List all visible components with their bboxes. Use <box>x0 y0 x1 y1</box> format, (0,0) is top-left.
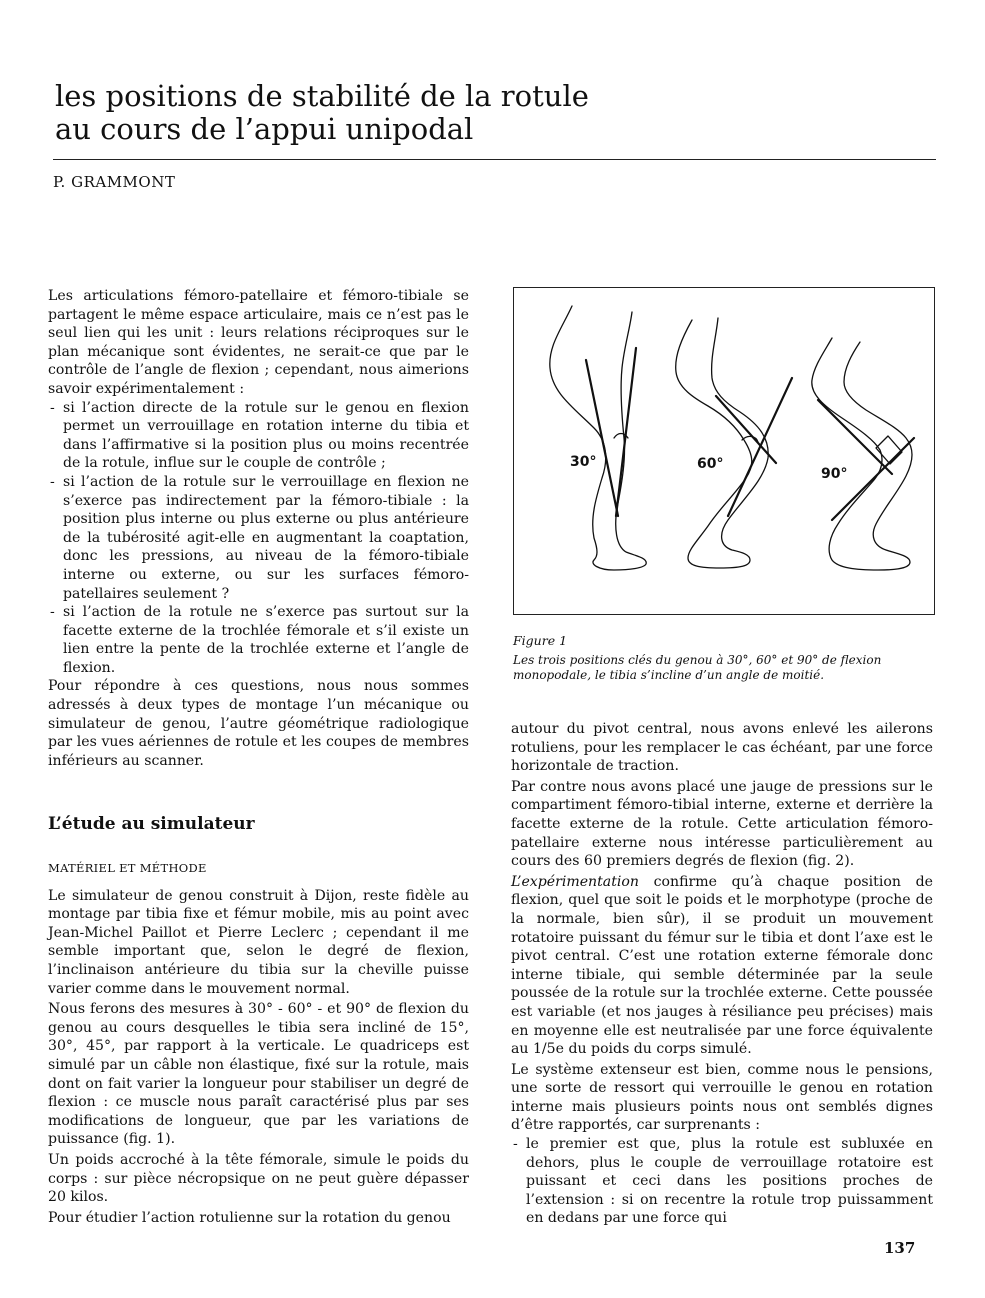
question-list <box>48 399 469 678</box>
paragraph: Pour étudier l’action rotulienne sur la rotation du genou <box>48 1209 451 1226</box>
figure-title: Figure 1 <box>513 633 568 648</box>
title-line-2: au cours de l’appui unipodal <box>55 112 474 146</box>
intro-paragraph: Les articulations fémoro-patellaire et fémoro-tibiale se partagent le même espace articulaire, mais ce n’est pas le seul lien qui les unit : leurs relations réciproques sur le plan mécanique sont évidentes, ne serait-ce que par le contrôle de l’angle de flexion ; cependant, nous aimerions savoir expérimentalement : <box>48 288 469 397</box>
right-column <box>511 720 933 1228</box>
label-60: 60° <box>697 456 724 472</box>
label-30: 30° <box>570 454 597 470</box>
paragraph: Pour répondre à ces questions, nous nous sommes adressés à deux types de montage l’un mécanique ou simulateur de genou, l’autre géométrique radiologique par les vues aériennes de rotule et les coupes de membres inférieurs au scanner. <box>48 678 469 769</box>
subsection-heading: MATÉRIEL ET MÉTHODE <box>48 861 207 875</box>
paragraph: Le simulateur de genou construit à Dijon, reste fidèle au montage par tibia fixe et fémur mobile, mis au point avec Jean-Michel Paillot et Pierre Leclerc ; cependant il me semble important que, selon le degré de flexion, l’inclinaison antérieure du tibia sur la cheville puisse varier comme dans le mouvement normal. <box>48 887 469 997</box>
left-column-section <box>48 813 469 1229</box>
list-item: - si l’action de la rotule ne s’exerce pas surtout sur la facette externe de la trochlée fémorale et s’il existe un lien entre la pente de la trochlée externe et l’angle de flexion. <box>48 603 469 677</box>
label-90: 90° <box>821 466 848 482</box>
paragraph: Nous ferons des mesures à 30° - 60° - et 90° de flexion du genou au cours desquelles le tibia sera incliné de 15°, 30°, 45°, par rapport à la verticale. Le quadriceps est simulé par un câble non élastique, fixé sur la rotule, mais dont on fait varier la longueur pour stabiliser un degré de flexion : ce muscle nous paraît caractérisé plus par ses modifications de longueur, que par les variations de puissance (fig. 1). <box>48 1001 469 1148</box>
figure-caption: Les trois positions clés du genou à 30°, 60° et 90° de flexion monopodale, le tibia s’incline d’un angle de moitié. <box>513 653 882 682</box>
findings-list <box>511 1135 933 1228</box>
leg-90-degrees <box>812 338 914 570</box>
leg-60-degrees <box>676 318 792 568</box>
paragraph: Par contre nous avons placé une jauge de pressions sur le compartiment fémoro-tibial interne, externe et derrière la facette externe de la rotule. Cette articulation fémoro-patellaire externe nous intéresse particulièrement au cours des 60 premiers degrés de flexion (fig. 2). <box>511 778 933 870</box>
paragraph-text: confirme qu’à chaque position de flexion, quel que soit le poids et le morphotype (proche de la normale, bien sûr), il se produit un mouvement rotatoire puissant du fémur sur le tibia et dont l’axe est le pivot central. C’est une rotation externe fémorale donc interne tibiale, qui semble déterminée par la seule poussée de la rotule sur la trochlée externe. Cette poussée est variable (et nos jauges à résiliance peu précises) mais en moyenne elle est neutralisée par une force équivalente au 1/5e du poids du corps simulé. <box>511 873 933 1058</box>
title-rule <box>53 159 936 160</box>
paragraph: Un poids accroché à la tête fémorale, simule le poids du corps : sur pièce nécropsique on ne peut guère dépasser 20 kilos. <box>48 1151 469 1206</box>
paragraph: autour du pivot central, nous avons enlevé les ailerons rotuliens, pour les remplacer le cas échéant, par une force horizontale de traction. <box>511 721 933 775</box>
section-heading: L’étude au simulateur <box>48 814 255 834</box>
list-item: - si l’action directe de la rotule sur le genou en flexion permet un verrouillage en rotation interne du tibia et dans l’affirmative si la position plus ou moins recentrée de la rotule, influe sur le couple de contrôle ; <box>48 399 469 473</box>
title-line-1: les positions de stabilité de la rotule <box>55 79 589 113</box>
knee-flexion-illustration <box>514 288 936 616</box>
list-item: - si l’action de la rotule sur le verrouillage en flexion ne s’exerce pas indirectement par la fémoro-tibiale : la position plus interne ou plus externe ou plus antérieure de la tubérosité agit-elle en augmentant la coaptation, donc les pressions, au niveau de la fémoro-tibiale interne ou externe, ou sur les surfaces fémoro-patellaires seulement ? <box>48 473 469 603</box>
italic-term: L’expérimentation <box>511 873 639 890</box>
figure-1-frame <box>513 287 935 615</box>
page-number: 137 <box>884 1239 916 1257</box>
list-item: - le premier est que, plus la rotule est subluxée en dehors, plus le couple de verrouillage rotatoire est puissant et ceci dans les positions proches de l’extension : si on recentre la rotule trop puissamment en dedans par une force qui <box>511 1135 933 1228</box>
article-title <box>55 80 855 146</box>
left-column <box>48 287 469 772</box>
paragraph: Le système extenseur est bien, comme nous le pensions, une sorte de ressort qui verrouille le genou en rotation interne mais plusieurs points nous ont semblés dignes d’être rapportés, car surprenants : <box>511 1061 933 1134</box>
paragraph <box>511 873 933 1059</box>
leg-30-degrees <box>550 306 646 570</box>
author: P. GRAMMONT <box>53 173 176 191</box>
